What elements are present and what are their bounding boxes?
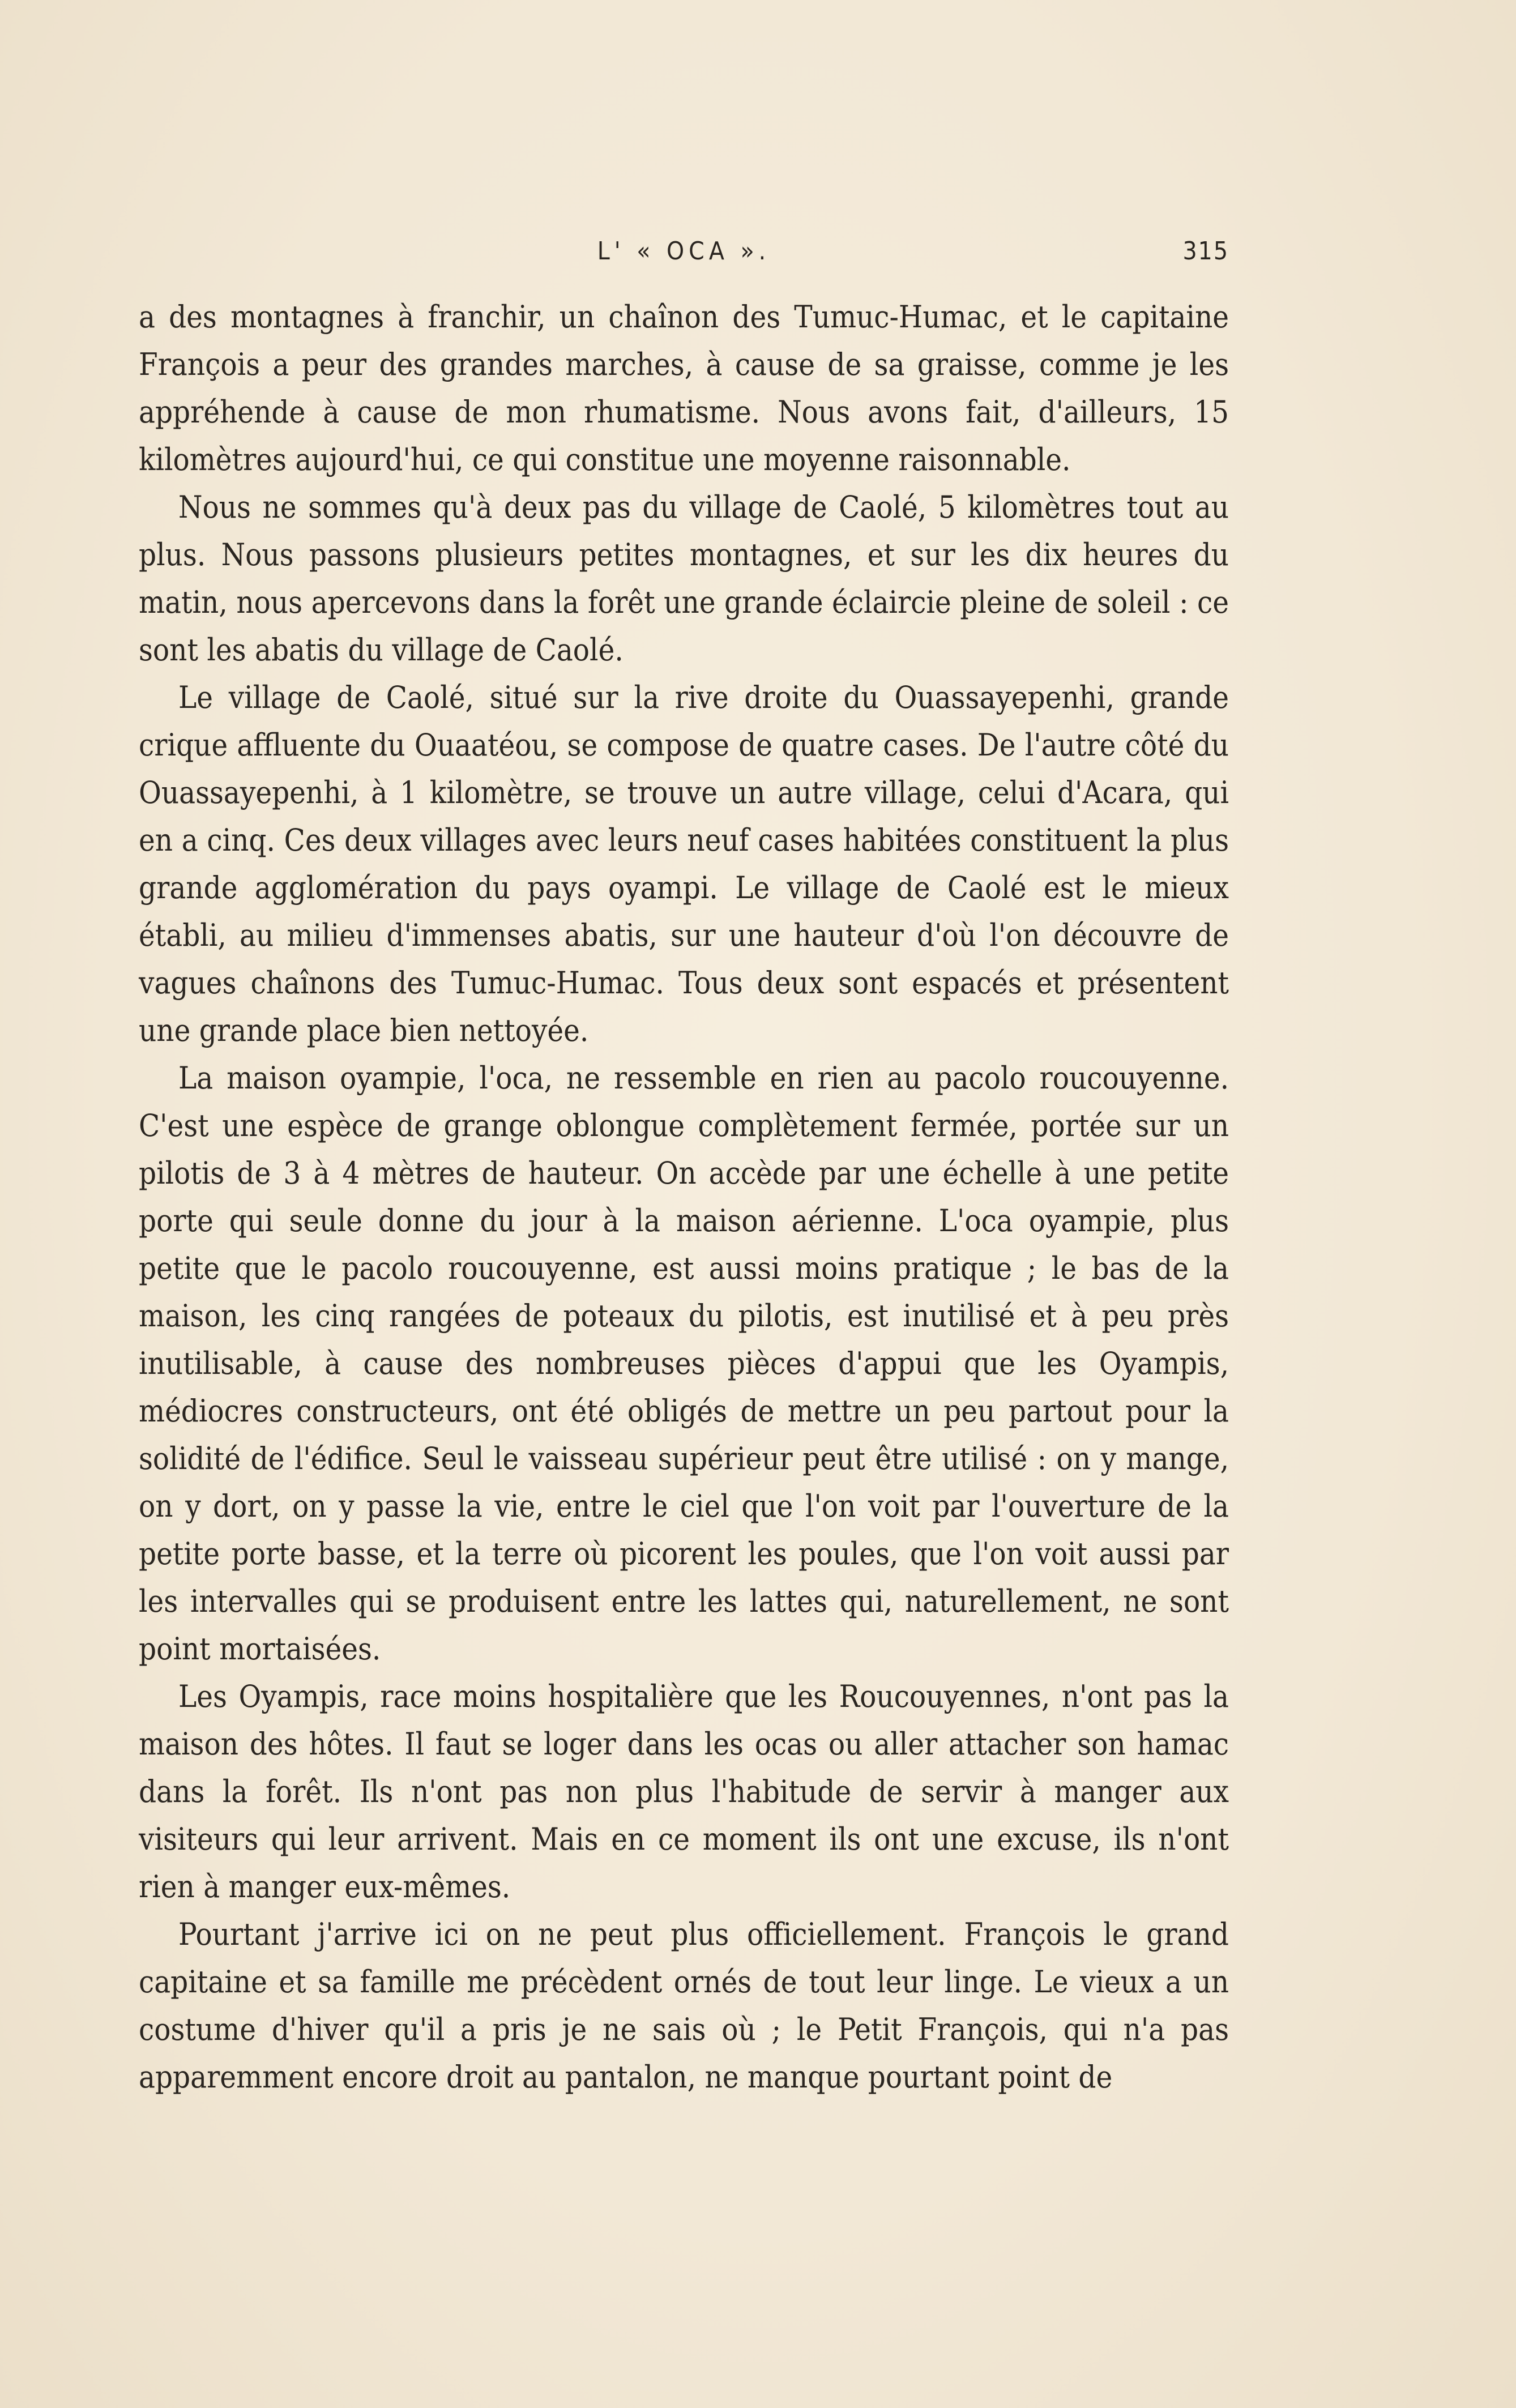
running-title: L' « OCA ». bbox=[597, 237, 771, 266]
page-header bbox=[139, 237, 1229, 276]
page-number: 315 bbox=[1182, 237, 1229, 266]
body-text bbox=[139, 293, 1229, 2101]
paragraph-6: Pourtant j'arrive ici on ne peut plus officiellement. François le grand capitaine et sa famille me précèdent ornés de tout leur linge. Le vieux a un costume d'hiver qu'il a pris je ne sais où ; le Petit François, qui n'a pas apparemment encore droit au pantalon, ne manque pourtant point de bbox=[139, 1916, 1229, 2095]
paragraph-3: Le village de Caolé, situé sur la rive droite du Ouassayepenhi, grande crique affluente du Ouaatéou, se compose de quatre cases. De l'autre côté du Ouassayepenhi, à 1 kilomètre, se trouve un autre village, celui d'Acara, qui en a cinq. Ces deux villages avec leurs neuf cases habitées constituent la plus grande agglomération du pays oyampi. Le village de Caolé est le mieux établi, au milieu d'immenses abatis, sur une hauteur d'où l'on découvre de vagues chaînons des Tumuc-Humac. Tous deux sont espacés et présentent une grande place bien nettoyée. bbox=[139, 680, 1229, 1048]
paragraph-5: Les Oyampis, race moins hospitalière que les Roucouyennes, n'ont pas la maison des hôtes. Il faut se loger dans les ocas ou aller attacher son hamac dans la forêt. Ils n'ont pas non plus l'habitude de servir à manger aux visiteurs qui leur arrivent. Mais en ce moment ils ont une excuse, ils n'ont rien à manger eux-mêmes. bbox=[139, 1679, 1229, 1905]
paragraph-2: Nous ne sommes qu'à deux pas du village de Caolé, 5 kilomètres tout au plus. Nous passons plusieurs petites montagnes, et sur les dix heures du matin, nous apercevons dans la forêt une grande éclaircie pleine de soleil : ce sont les abatis du village de Caolé. bbox=[139, 489, 1229, 668]
paragraph-4: La maison oyampie, l'oca, ne ressemble en rien au pacolo roucouyenne. C'est une espèce de grange oblongue complètement fermée, portée sur un pilotis de 3 à 4 mètres de hauteur. On accède par une échelle à une petite porte qui seule donne du jour à la maison aérienne. L'oca oyampie, plus petite que le pacolo roucouyenne, est aussi moins pratique ; le bas de la maison, les cinq rangées de poteaux du pilotis, est inutilisé et à peu près inutilisable, à cause des nombreuses pièces d'appui que les Oyampis, médiocres constructeurs, ont été obligés de mettre un peu partout pour la solidité de l'édifice. Seul le vaisseau supérieur peut être utilisé : on y mange, on y dort, on y passe la vie, entre le ciel que l'on voit par l'ouverture de la petite porte basse, et la terre où picorent les poules, que l'on voit aussi par les intervalles qui se produisent entre les lattes qui, naturellement, ne sont point mortaisées. bbox=[139, 1060, 1229, 1667]
paragraph-1: a des montagnes à franchir, un chaînon des Tumuc-Humac, et le capitaine François a peur des grandes marches, à cause de sa graisse, comme je les appréhende à cause de mon rhumatisme. Nous avons fait, d'ailleurs, 15 kilomètres aujourd'hui, ce qui constitue une moyenne raisonnable. bbox=[139, 299, 1229, 477]
